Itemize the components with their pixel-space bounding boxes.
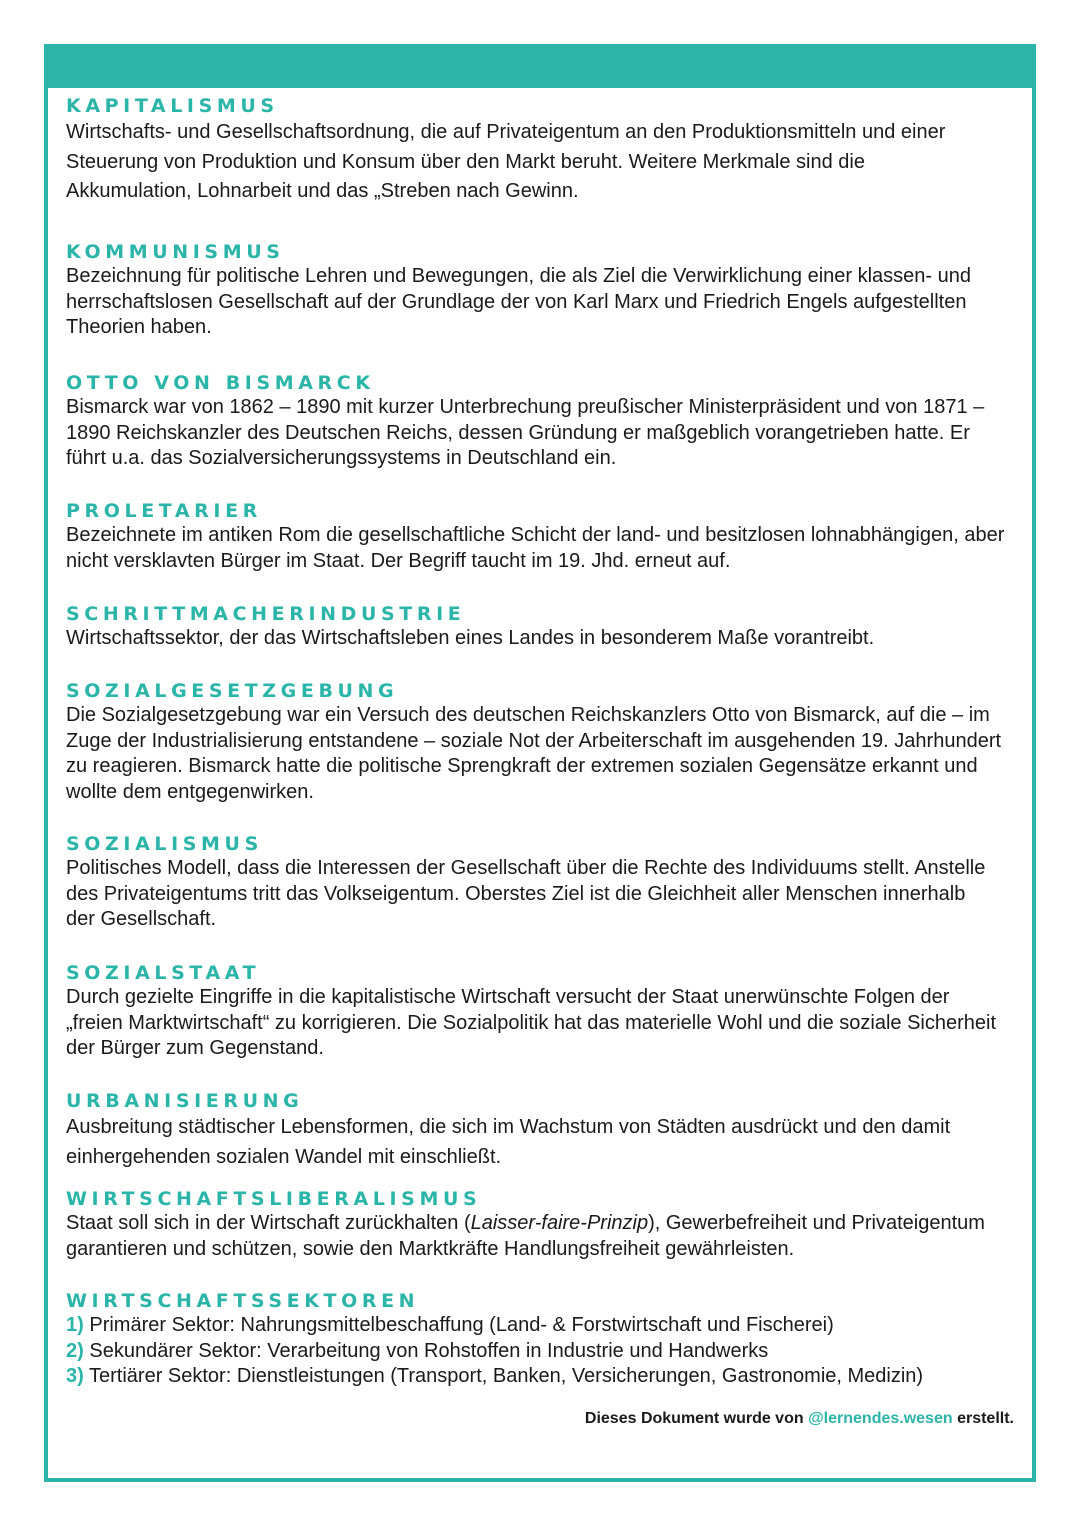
- list-text: Tertiärer Sektor: Dienstleistungen (Transport, Banken, Versicherungen, Gastronomie, Medizin): [89, 1365, 924, 1387]
- list-number: 1): [66, 1314, 84, 1336]
- term-heading: OTTO VON BISMARCK: [66, 372, 375, 394]
- header-bar: [48, 48, 1032, 88]
- sector-list: [66, 1313, 1016, 1390]
- footer-prefix: Dieses Dokument wurde von: [584, 1410, 804, 1427]
- term-heading: KOMMUNISMUS: [66, 241, 285, 263]
- term-definition: Die Sozialgesetzgebung war ein Versuch des deutschen Reichskanzlers Otto von Bismarck, auf die – im Zuge der Industrialisierung entstandene – soziale Not der Arbeiterschaft im ausgehenden 19. Jahrhundert zu reagieren. Bismarck hatte die politische Sprengkraft der extremen sozialen Gegensätze erkannt und wollte dem entgegenwirken.: [66, 704, 1002, 803]
- definition-text: ), Gewerbefreiheit und Privateigentum garantieren und schützen, sowie den Marktkräfte Handlungsfreiheit gewährleisten.: [66, 1212, 985, 1260]
- term-heading: URBANISIERUNG: [66, 1090, 304, 1112]
- list-text: Sekundärer Sektor: Verarbeitung von Rohstoffen in Industrie und Handwerks: [89, 1339, 769, 1362]
- definition-text: Staat soll sich in der Wirtschaft zurückhalten (: [66, 1212, 471, 1234]
- term-definition: Bismarck war von 1862 – 1890 mit kurzer Unterbrechung preußischer Ministerpräsident und von 1871 – 1890 Reichskanzler des Deutschen Reichs, dessen Gründung er maßgeblich vorangetrieben hatte. Er führt u.a. das Sozialversicherungssystems in Deutschland ein.: [66, 396, 985, 469]
- term-heading: SOZIALISMUS: [66, 833, 263, 855]
- entry-schrittmacherindustrie: [66, 602, 1016, 652]
- term-definition: Ausbreitung städtischer Lebensformen, die sich im Wachstum von Städten ausdrückt und den damit einhergehenden sozialen Wandel mit einschließt.: [66, 1116, 951, 1168]
- term-definition: Bezeichnete im antiken Rom die gesellschaftliche Schicht der land- und besitzlosen lohnabhängigen, aber nicht versklavten Bürger im Staat. Der Begriff taucht im 19. Jhd. erneut auf.: [66, 524, 1005, 572]
- entry-proletarier: [66, 499, 1016, 574]
- footer-credit: [585, 1410, 1014, 1428]
- term-heading: PROLETARIER: [66, 500, 262, 522]
- entry-sozialismus: [66, 832, 1016, 933]
- list-item: [66, 1339, 1016, 1365]
- list-number: 2): [66, 1339, 84, 1362]
- term-heading: SOZIALGESETZGEBUNG: [66, 680, 399, 702]
- list-item: [66, 1364, 1016, 1390]
- term-heading: SOZIALSTAAT: [66, 962, 261, 984]
- definition-italic-term: Laisser-faire-Prinzip: [470, 1212, 649, 1234]
- term-definition: Wirtschaftssektor, der das Wirtschaftsleben eines Landes in besonderem Maße vorantreibt.: [66, 627, 875, 649]
- entry-otto-von-bismarck: [66, 371, 1016, 472]
- term-definition: [66, 1211, 1016, 1262]
- footer-suffix: erstellt.: [957, 1410, 1014, 1427]
- term-definition: Wirtschafts- und Gesellschaftsordnung, die auf Privateigentum an den Produktionsmitteln und einer Steuerung von Produktion und Konsum über den Markt beruht. Weitere Merkmale sind die Akkumulation, Lohnarbeit und das „Streben nach Gewinn.: [66, 121, 946, 202]
- term-heading: SCHRITTMACHERINDUSTRIE: [66, 603, 466, 625]
- author-handle: @lernendes.wesen: [808, 1410, 953, 1427]
- term-definition: Bezeichnung für politische Lehren und Bewegungen, die als Ziel die Verwirklichung einer klassen- und herrschaftslosen Gesellschaft auf der Grundlage der von Karl Marx und Friedrich Engels aufgestellten Theorien haben.: [66, 265, 971, 338]
- page-frame: [44, 44, 1036, 1482]
- entry-sozialstaat: [66, 961, 1016, 1062]
- list-number: 3): [66, 1365, 84, 1387]
- term-heading: WIRTSCHAFTSSEKTOREN: [66, 1290, 420, 1312]
- entry-wirtschaftssektoren: [66, 1289, 1016, 1390]
- term-heading: WIRTSCHAFTSLIBERALISMUS: [66, 1188, 482, 1210]
- entry-wirtschaftsliberalismus: [66, 1187, 1016, 1262]
- entry-kommunismus: [66, 240, 1016, 341]
- term-definition: Politisches Modell, dass die Interessen der Gesellschaft über die Rechte des Individuums stellt. Anstelle des Privateigentums tritt das Volkseigentum. Oberstes Ziel ist die Gleichheit aller Menschen innerhalb der Gesellschaft.: [66, 857, 986, 930]
- entry-kapitalismus: [66, 94, 1016, 207]
- list-text: Primärer Sektor: Nahrungsmittelbeschaffung (Land- & Forstwirtschaft und Fischerei): [89, 1314, 834, 1336]
- term-heading: KAPITALISMUS: [66, 95, 279, 117]
- term-definition: Durch gezielte Eingriffe in die kapitalistische Wirtschaft versucht der Staat unerwünschte Folgen der „freien Marktwirtschaft“ zu korrigieren. Die Sozialpolitik hat das materielle Wohl und die soziale Sicherheit der Bürger zum Gegenstand.: [66, 986, 997, 1059]
- entry-urbanisierung: [66, 1089, 1016, 1172]
- entry-sozialgesetzgebung: [66, 679, 1016, 805]
- list-item: [66, 1313, 1016, 1339]
